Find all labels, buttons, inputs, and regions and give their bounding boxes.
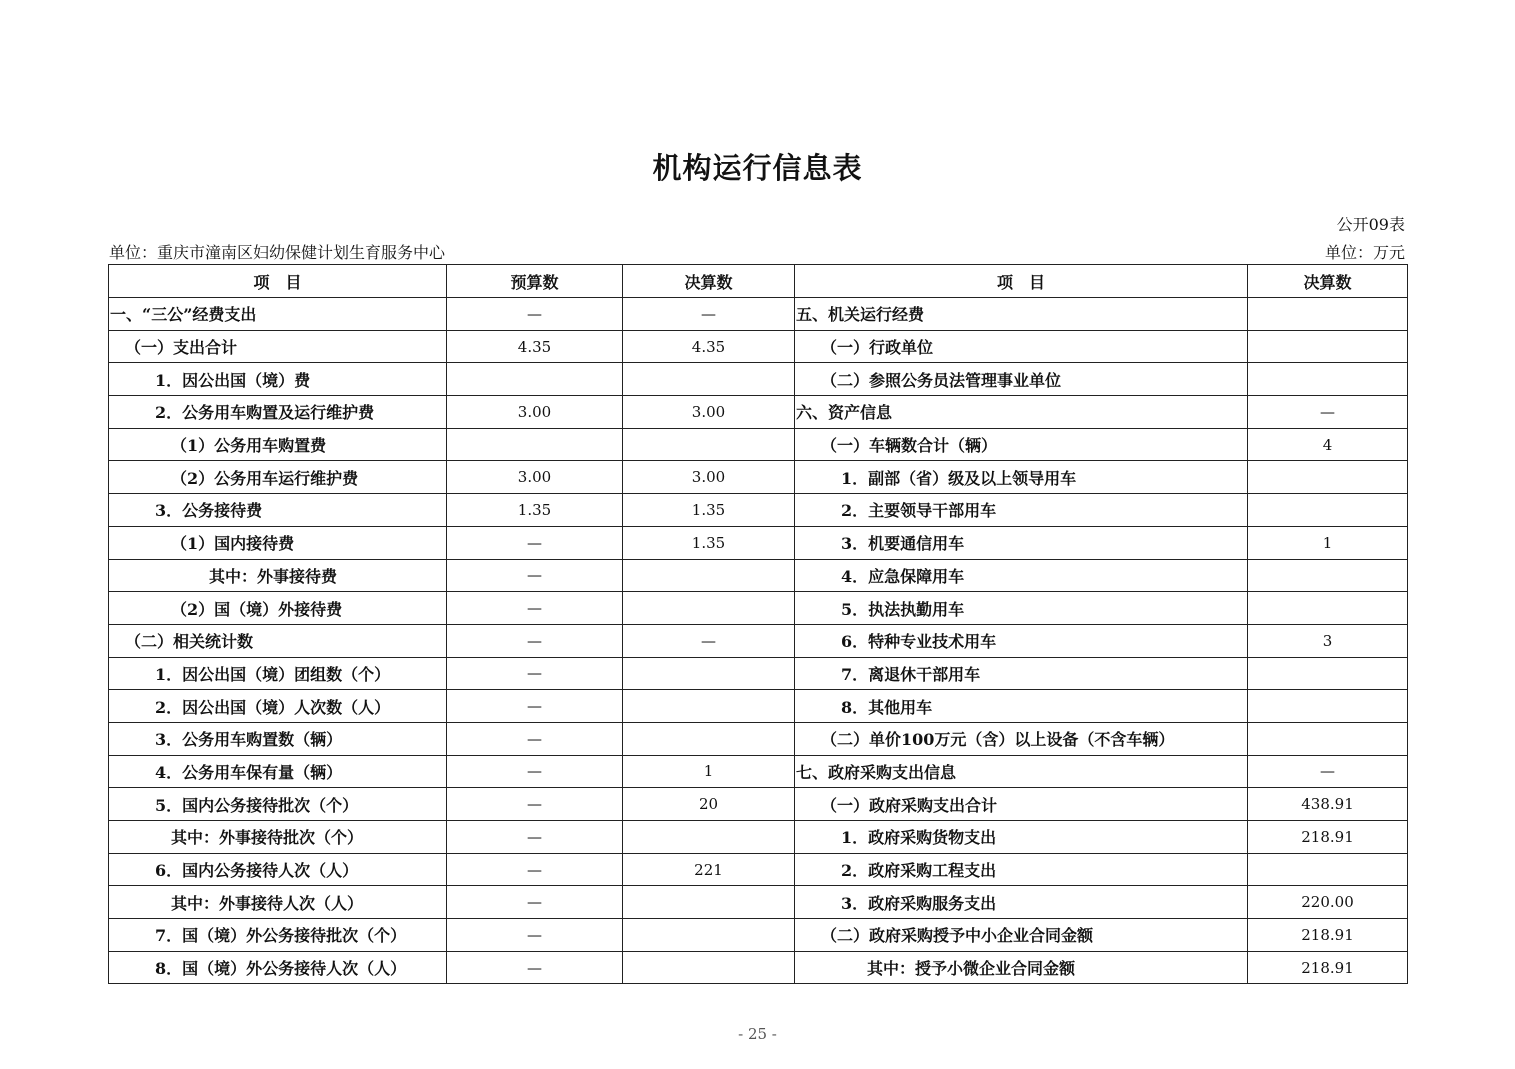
right-final-value — [1248, 690, 1408, 723]
left-item-label: 8．国（境）外公务接待人次（人） — [109, 951, 447, 984]
right-final-value: 1 — [1248, 526, 1408, 559]
final-value: 4.35 — [623, 330, 795, 363]
final-value: 3.00 — [623, 396, 795, 429]
table-row — [109, 690, 1408, 723]
final-value — [623, 951, 795, 984]
table-row — [109, 428, 1408, 461]
table-row — [109, 494, 1408, 527]
right-final-value — [1248, 657, 1408, 690]
final-value — [623, 428, 795, 461]
budget-value: — — [447, 657, 623, 690]
left-item-label: （1）国内接待费 — [109, 526, 447, 559]
budget-value: — — [447, 592, 623, 625]
budget-value: — — [447, 951, 623, 984]
right-final-value — [1248, 559, 1408, 592]
table-row — [109, 461, 1408, 494]
info-table — [108, 264, 1408, 984]
right-final-value: 4 — [1248, 428, 1408, 461]
right-item-label: 7．离退休干部用车 — [795, 657, 1248, 690]
right-item-label: （二）参照公务员法管理事业单位 — [795, 363, 1248, 396]
left-item-label: 2．因公出国（境）人次数（人） — [109, 690, 447, 723]
final-value — [623, 821, 795, 854]
budget-value: — — [447, 755, 623, 788]
budget-value: 4.35 — [447, 330, 623, 363]
budget-value: — — [447, 690, 623, 723]
table-row — [109, 788, 1408, 821]
page-title: 机构运行信息表 — [652, 151, 863, 185]
table-row — [109, 886, 1408, 919]
right-item-label: 6．特种专业技术用车 — [795, 624, 1248, 657]
right-final-value: — — [1248, 396, 1408, 429]
final-value: — — [623, 624, 795, 657]
final-value — [623, 722, 795, 755]
left-item-label: （一）支出合计 — [109, 330, 447, 363]
budget-value: — — [447, 821, 623, 854]
right-item-label: 1．副部（省）级及以上领导用车 — [795, 461, 1248, 494]
budget-value: — — [447, 298, 623, 331]
table-row — [109, 363, 1408, 396]
budget-value: — — [447, 624, 623, 657]
final-value — [623, 559, 795, 592]
left-item-label: （2）公务用车运行维护费 — [109, 461, 447, 494]
table-row — [109, 755, 1408, 788]
right-item-label: 2．政府采购工程支出 — [795, 853, 1248, 886]
left-item-label: 5．国内公务接待批次（个） — [109, 788, 447, 821]
header-right-final: 决算数 — [1248, 265, 1408, 298]
left-item-label: 3．公务接待费 — [109, 494, 447, 527]
budget-value: — — [447, 788, 623, 821]
right-item-label: 8．其他用车 — [795, 690, 1248, 723]
right-final-value: 438.91 — [1248, 788, 1408, 821]
final-value: 221 — [623, 853, 795, 886]
budget-value: — — [447, 853, 623, 886]
right-item-label: 七、政府采购支出信息 — [795, 755, 1248, 788]
right-item-label: 2．主要领导干部用车 — [795, 494, 1248, 527]
reporting-unit: 单位：重庆市潼南区妇幼保健计划生育服务中心 — [109, 243, 446, 262]
table-row — [109, 821, 1408, 854]
right-item-label: 六、资产信息 — [795, 396, 1248, 429]
table-row — [109, 624, 1408, 657]
budget-value: — — [447, 526, 623, 559]
left-item-label: （2）国（境）外接待费 — [109, 592, 447, 625]
budget-value — [447, 363, 623, 396]
form-number: 公开09表 — [1336, 215, 1405, 234]
right-item-label: 3．机要通信用车 — [795, 526, 1248, 559]
final-value — [623, 363, 795, 396]
table-header-row — [109, 265, 1408, 298]
header-right-item: 项 目 — [795, 265, 1248, 298]
right-final-value: 218.91 — [1248, 919, 1408, 952]
budget-value: — — [447, 722, 623, 755]
left-item-label: 1．因公出国（境）团组数（个） — [109, 657, 447, 690]
left-item-label: 一、“三公”经费支出 — [109, 298, 447, 331]
page-number: - 25 - — [738, 1025, 777, 1043]
right-item-label: （一）政府采购支出合计 — [795, 788, 1248, 821]
right-final-value — [1248, 853, 1408, 886]
final-value: 1 — [623, 755, 795, 788]
table-row — [109, 722, 1408, 755]
right-final-value: 3 — [1248, 624, 1408, 657]
budget-value: — — [447, 886, 623, 919]
table-row — [109, 330, 1408, 363]
table-row — [109, 853, 1408, 886]
left-item-label: 其中：外事接待人次（人） — [109, 886, 447, 919]
table-row — [109, 951, 1408, 984]
final-value: 1.35 — [623, 494, 795, 527]
right-item-label: （二）单价100万元（含）以上设备（不含车辆） — [795, 722, 1248, 755]
table-row — [109, 526, 1408, 559]
left-item-label: （1）公务用车购置费 — [109, 428, 447, 461]
right-final-value: 218.91 — [1248, 821, 1408, 854]
right-item-label: （一）车辆数合计（辆） — [795, 428, 1248, 461]
header-left-item: 项 目 — [109, 265, 447, 298]
table-row — [109, 592, 1408, 625]
right-final-value: 220.00 — [1248, 886, 1408, 919]
currency-unit: 单位：万元 — [1324, 243, 1405, 262]
right-item-label: 5．执法执勤用车 — [795, 592, 1248, 625]
right-final-value — [1248, 461, 1408, 494]
final-value — [623, 690, 795, 723]
right-item-label: （二）政府采购授予中小企业合同金额 — [795, 919, 1248, 952]
right-final-value: — — [1248, 755, 1408, 788]
final-value: 3.00 — [623, 461, 795, 494]
table-row — [109, 657, 1408, 690]
right-final-value — [1248, 722, 1408, 755]
left-item-label: 3．公务用车购置数（辆） — [109, 722, 447, 755]
right-item-label: （一）行政单位 — [795, 330, 1248, 363]
right-final-value — [1248, 494, 1408, 527]
right-item-label: 其中：授予小微企业合同金额 — [795, 951, 1248, 984]
budget-value: 1.35 — [447, 494, 623, 527]
left-item-label: 7．国（境）外公务接待批次（个） — [109, 919, 447, 952]
left-item-label: （二）相关统计数 — [109, 624, 447, 657]
right-final-value — [1248, 363, 1408, 396]
header-budget: 预算数 — [447, 265, 623, 298]
right-final-value: 218.91 — [1248, 951, 1408, 984]
left-item-label: 4．公务用车保有量（辆） — [109, 755, 447, 788]
table-row — [109, 298, 1408, 331]
right-item-label: 1．政府采购货物支出 — [795, 821, 1248, 854]
right-final-value — [1248, 298, 1408, 331]
right-item-label: 3．政府采购服务支出 — [795, 886, 1248, 919]
final-value — [623, 919, 795, 952]
budget-value: 3.00 — [447, 461, 623, 494]
final-value: — — [623, 298, 795, 331]
table-row — [109, 559, 1408, 592]
right-item-label: 4．应急保障用车 — [795, 559, 1248, 592]
header-final: 决算数 — [623, 265, 795, 298]
budget-value: — — [447, 919, 623, 952]
final-value: 1.35 — [623, 526, 795, 559]
left-item-label: 6．国内公务接待人次（人） — [109, 853, 447, 886]
right-final-value — [1248, 330, 1408, 363]
right-item-label: 五、机关运行经费 — [795, 298, 1248, 331]
table-row — [109, 919, 1408, 952]
left-item-label: 其中：外事接待费 — [109, 559, 447, 592]
final-value: 20 — [623, 788, 795, 821]
left-item-label: 其中：外事接待批次（个） — [109, 821, 447, 854]
table-row — [109, 396, 1408, 429]
final-value — [623, 886, 795, 919]
right-final-value — [1248, 592, 1408, 625]
budget-value: 3.00 — [447, 396, 623, 429]
final-value — [623, 657, 795, 690]
budget-value — [447, 428, 623, 461]
budget-value: — — [447, 559, 623, 592]
left-item-label: 2．公务用车购置及运行维护费 — [109, 396, 447, 429]
final-value — [623, 592, 795, 625]
left-item-label: 1．因公出国（境）费 — [109, 363, 447, 396]
